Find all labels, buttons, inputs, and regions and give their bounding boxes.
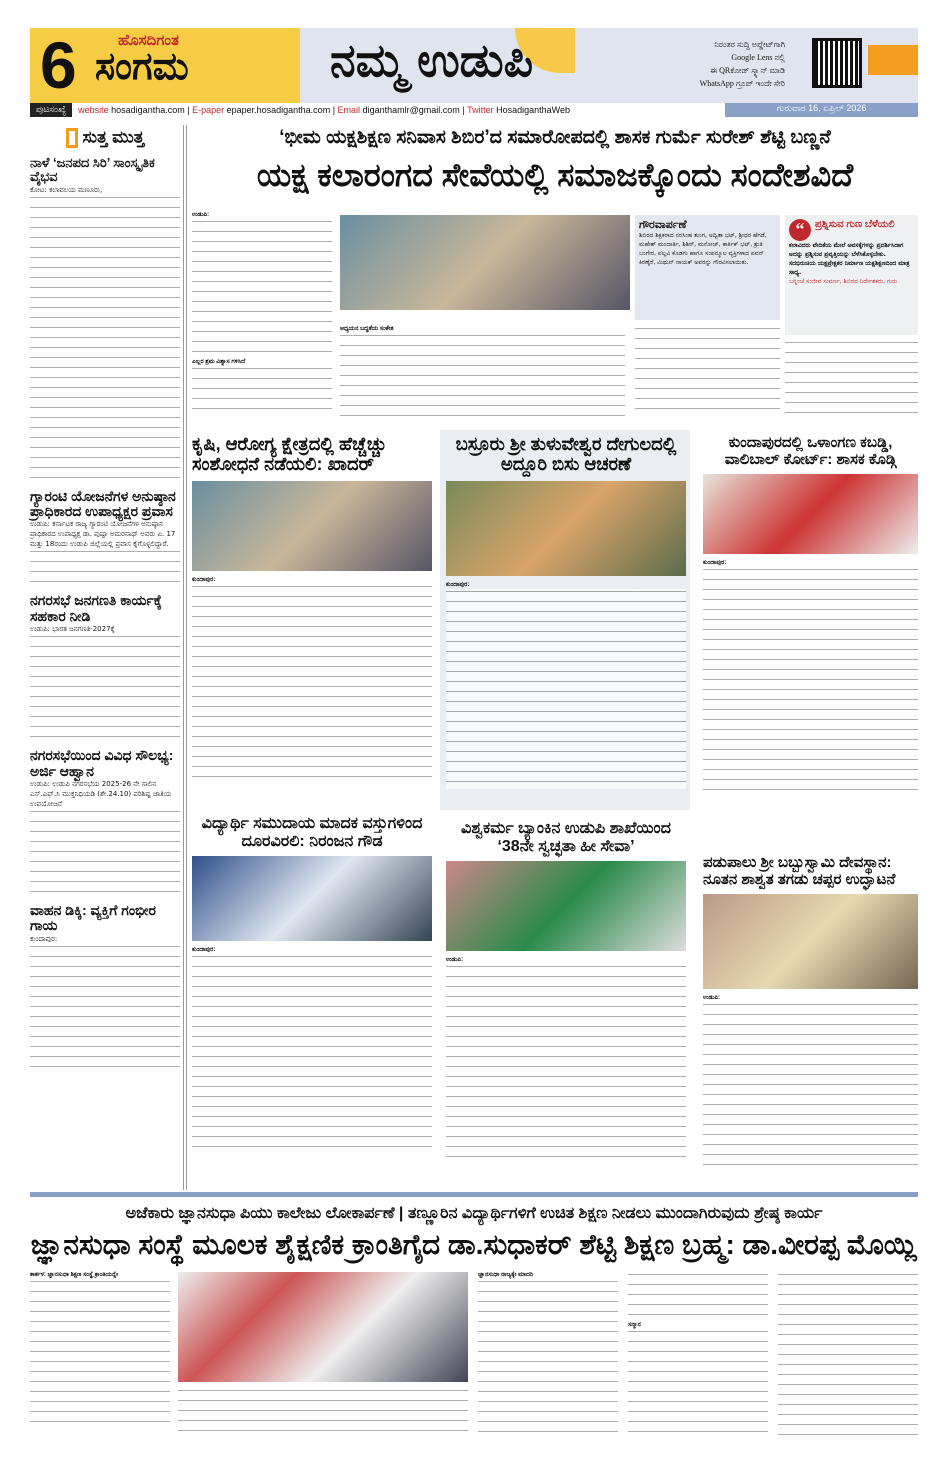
story-headline: ಕೃಷಿ, ಆರೋಗ್ಯ ಕ್ಷೇತ್ರದಲ್ಲಿ ಹೆಚ್ಚೆಚ್ಚು ಸಂಶೋಧನೆ ನಡೆಯಲಿ: ಖಾದರ್ <box>192 434 387 474</box>
promo-line: WhatsApp ಗ್ರೂಪ್ ಇಂದೇ ಸೇರಿ <box>699 79 785 88</box>
section-rule <box>30 1192 918 1197</box>
story-dateline: ಕುಂದಾಪುರ: <box>30 934 58 943</box>
website-link[interactable]: website hosadigantha.com <box>78 105 185 115</box>
story <box>703 855 918 1172</box>
story-dateline: ಕುಂದಾಪುರ: <box>703 560 727 566</box>
info-bar: ಪುಟಸಂಖ್ಯೆ website hosadigantha.com | E-paper epaper.hosadigantha.com | Email diganthamlr@gmail.com | Twitter HosadiganthaWeb ಗುರುವಾರ 16, ಏಪ್ರಿಲ್ 2026 <box>30 103 918 117</box>
top-story-col2 <box>340 326 625 423</box>
story-dateline: ಉಡುಪಿ: <box>192 212 210 218</box>
top-story-col1 <box>192 212 332 416</box>
top-story-photo <box>340 215 630 310</box>
story-dateline: ಕಾರ್ಕಳ: ಜ್ಞಾನಸುಧಾ ಶಿಕ್ಷಣ ಸಂಸ್ಥೆ ಕ್ರಾಂತಿಯನ್ನೇ <box>30 1272 119 1278</box>
brand-logo: ಹೊಸದಿಗಂತ <box>118 32 179 49</box>
story-subhead: ಆಧ್ಯಯನ ಬದ್ಧತೆಯ ಸಂಕೇತ <box>340 326 394 332</box>
story-headline: ನಗರಸಭೆಯಿಂದ ವಿವಿಧ ಸೌಲಭ್ಯ: ಅರ್ಜಿ ಆಹ್ವಾನ <box>30 747 174 779</box>
bottom-col1 <box>30 1272 170 1429</box>
story-headline: ಪಡುಪಾಲು ಶ್ರೀ ಬಬ್ಬುಸ್ವಾಮಿ ದೇವಸ್ಥಾನ: ನೂತನ ಶಾಶ್ವತ ತಗಡು ಚಪ್ಪರ ಉದ್ಘಾಟನೆ <box>703 854 896 888</box>
promo-line: ಈ QRಕೋಡ್ ಸ್ಕ್ಯಾನ್ ಮಾಡಿ <box>710 66 785 75</box>
story <box>192 815 432 1154</box>
story-headline: ವಾಹನ ಡಿಕ್ಕಿ: ವ್ಯಕ್ತಿಗೆ ಗಂಭೀರ ಗಾಯ <box>30 901 156 934</box>
story-body: ಉಡುಪಿ: ಉಡುಪಿ ನಗರಸಭೆಯ 2025-26 ನೇ ಸಾಲಿನ ಎಸ್.ಎಫ್.ಸಿ ಮುಕ್ತನಿಧಿಯಡಿ (ಶೇ.24.10) ಪರಿಶಿಷ್ಟ ಜಾತಿಯ ಉಪಯೋಜನೆ <box>30 779 172 808</box>
top-story-kicker: ‘ಭೀಮ ಯಕ್ಷಶಿಕ್ಷಣ ಸನಿವಾಸ ಶಿಬಿರ’ದ ಸಮಾರೋಪದಲ್ಲಿ ಶಾಸಕ ಗುರ್ಮೆ ಸುರೇಶ್ ಶೆಟ್ಟಿ ಬಣ್ಣನೆ <box>279 127 831 148</box>
story-subhead: ಜ್ಞಾನಸುಧಾ ರಾಜ್ಯಕ್ಕೇ ಮಾದರಿ <box>478 1272 534 1278</box>
story-body: ಉಡುಪಿ: ಕರ್ನಾಟಕ ರಾಜ್ಯ ಗ್ಯಾರಂಟಿ ಯೋಜನೆಗಳ ಅನುಷ್ಠಾನ ಪ್ರಾಧಿಕಾರದ ಉಪಾಧ್ಯಕ್ಷ ಡಾ. ಪುಷ್ಪಾ ಅಮರನಾಥ್ ಅವರು ಏ. 17 ಮತ್ತು 18ರಂದು ಉಡುಪಿ ಜಿಲ್ಲೆಯಲ್ಲಿ ಪ್ರವಾಸ ಕೈಗೊಳ್ಳಲಿದ್ದಾರೆ. <box>30 520 176 549</box>
page-number: 6 <box>40 28 77 102</box>
story-headline: ವಿದ್ಯಾರ್ಥಿ ಸಮುದಾಯ ಮಾದಕ ವಸ್ತುಗಳಿಂದ ದೂರವಿರಲಿ: ನಿರಂಜನ ಗೌಡ <box>201 815 423 850</box>
story-dateline: ಉಡುಪಿ: <box>703 995 721 1001</box>
honor-title: ಗೌರವಾರ್ಪಣೆ <box>639 219 687 231</box>
story-headline: ವಿಶ್ವಕರ್ಮ ಬ್ಯಾಂಕಿನ ಉಡುಪಿ ಶಾಖೆಯಿಂದ ‘38ನೇ ಸ್ವಚ್ಛತಾ ಹೀ ಸೇವಾ’ <box>461 820 671 855</box>
story-dateline: ಕುಂದಾಪುರ: <box>192 576 216 583</box>
section-name: ಸಂಗಮ <box>95 46 189 88</box>
story-dateline: ಕುಂದಾಪುರ: <box>446 581 470 588</box>
story <box>446 435 686 789</box>
quote-title: ಪ್ರಶ್ನಿಸುವ ಗುಣ ಬೆಳೆಯಲಿ <box>815 219 895 230</box>
bottom-story-photo <box>178 1272 468 1382</box>
quote-author: ಬನ್ನಂಜೆ ಸಂಜೀವ ಸುವರ್ಣ, ಶಿಬಿರದ ನಿರ್ದೇಶಕರು, ಗುರು <box>789 278 898 285</box>
honor-box <box>635 215 780 320</box>
window-icon <box>66 128 78 148</box>
whatsapp-promo <box>640 38 785 90</box>
bottom-col4 <box>628 1272 768 1439</box>
page-label: ಪುಟಸಂಖ್ಯೆ <box>30 103 72 117</box>
honor-text: ಶಿಬಿರದ ಶಿಕ್ಷಕರಾದ ನರಸಿಂಹ ತುಂಗ, ಅದ್ವಿತಾ ಭಟ್, ಶ್ರೀಧರ ಹೆಗಡೆ, ಮಹೇಶ್ ಮಂದಾರ್ತಿ, ಶಿಶಿರ್, ಮನೋಜ್, ಕಾರ್ತಿಕ್ ಭಟ್, ಶ್ರುತಿ ಬಂಗೇರ, ಪಲ್ಲವಿ ಕೊಡಗು ಹಾಗೂ ಸಂಪನ್ಮೂಲ ವ್ಯಕ್ತಿಗಳಾದ ಪವನ್ ಕಿರಣ್ಕೆರೆ, ಮಿಥುನ್ ನಾಯಕ್ ಅವರನ್ನು ಗೌರವಿಸಲಾಯಿತು. <box>639 232 767 267</box>
email-link[interactable]: Email diganthamlr@gmail.com <box>337 105 460 115</box>
story-headline: ನಗರಸಭೆ ಜನಗಣತಿ ಕಾರ್ಯಕ್ಕೆ ಸಹಕಾರ ನೀಡಿ <box>30 592 162 624</box>
story-subhead: ಸನ್ಮಾನ <box>628 1322 641 1328</box>
quote-icon: “ <box>789 219 811 241</box>
story-dateline: ಉಡುಪಿ: <box>446 957 464 964</box>
story-subhead: ಎಲ್ಲರ ಶ್ರಮ ವಿಶ್ವಾಸ ಗಳಿಸಿದೆ <box>192 359 246 365</box>
qr-code[interactable] <box>812 38 862 88</box>
story-headline: ಬಸ್ರೂರು ಶ್ರೀ ತುಳುವೇಶ್ವರ ದೇಗುಲದಲ್ಲಿ ಅದ್ದೂರಿ ಬಿಸು ಆಚರಣೆ <box>455 434 677 474</box>
twitter-link[interactable]: Twitter HosadiganthaWeb <box>467 105 571 115</box>
bottom-story-kicker: ಅಜೆಕಾರು ಜ್ಞಾನಸುಧಾ ಪಿಯು ಕಾಲೇಜು ಲೋಕಾರ್ಪಣೆ | ತಣ್ಣೂರಿನ ವಿದ್ಯಾರ್ಥಿಗಳಿಗೆ ಉಚಿತ ಶಿಕ್ಷಣ ನೀಡಲು ಮುಂದಾಗಿರುವುದು ಶ್ರೇಷ್ಠ ಕಾರ್ಯ <box>125 1205 823 1222</box>
story-dateline: ಕೋಟ: ಕಲಾವಲಯ ಮಣೂರು, <box>30 185 103 194</box>
story-headline: ನಾಳೆ ‘ಜನಪದ ಸಿರಿ’ ಸಾಂಸ್ಕೃತಿಕ ವೈಭವ <box>30 155 155 185</box>
column-title: ಸುತ್ತ ಮುತ್ತ <box>30 128 180 148</box>
bottom-story-headline: ಜ್ಞಾನಸುಧಾ ಸಂಸ್ಥೆ ಮೂಲಕ ಶೈಕ್ಷಣಿಕ ಕ್ರಾಂತಿಗೈದ ಡಾ.ಸುಧಾಕರ್ ಶೆಟ್ಟಿ ಶಿಕ್ಷಣ ಬ್ರಹ್ಮ: ಡಾ.ವೀರಪ್ಪ ಮೊಯ್ಲಿ <box>30 1229 918 1260</box>
story-dateline: ಉಡುಪಿ: ಭಾರತ ಜನಗಣತಿ-2027ಕ್ಕೆ <box>30 625 115 634</box>
issue-date: ಗುರುವಾರ 16, ಏಪ್ರಿಲ್ 2026 <box>725 103 918 117</box>
story <box>703 435 918 797</box>
top-story-headline: ಯಕ್ಷ ಕಲಾರಂಗದ ಸೇವೆಯಲ್ಲಿ ಸಮಾಜಕ್ಕೊಂದು ಸಂದೇಶವಿದೆ <box>256 157 854 193</box>
story-headline: ಕುಂದಾಪುರದಲ್ಲಿ ಒಳಾಂಗಣ ಕಬಡ್ಡಿ, ವಾಲಿಬಾಲ್ ಕೋರ್ಟ್: ಶಾಸಕ ಕೊಡ್ಗಿ <box>724 434 897 468</box>
column-divider <box>183 125 187 1190</box>
story <box>446 820 686 1164</box>
orange-block <box>868 45 918 75</box>
promo-line: Google Lens ನಲ್ಲಿ <box>731 53 785 62</box>
story <box>192 435 432 784</box>
quote-text: ಕಲಾವಿದರು ವೇದಿಕೆಯ ಮೇಲೆ ಅವಸಕ್ಕೆಗಳನ್ನು ಪ್ರದರ್ಶಿಸಿದಾಗ ಅದನ್ನು ಪ್ರಶ್ನಿಸುವ ಪ್ರವೃತ್ತಿಯನ್ನು ಬೆಳೆಸಿಕೊಳ್ಳಬೇಕು. ಸದಭಿರುಚಿಯ ಯಕ್ಷಪ್ರೇಕ್ಷಕರ ನಿರ್ಮಾಣ ಯಕ್ಷಶಿಕ್ಷಣದಿಂದ ಮಾತ್ರ ಸಾಧ್ಯ. <box>789 242 910 276</box>
promo-line: ನಿರಂತರ ಸುದ್ದಿ ಅಪ್ಡೇಟ್‌ಗಾಗಿ <box>714 40 785 49</box>
page-title: ನಮ್ಮ ಉಡುಪಿ <box>330 35 534 86</box>
story-dateline: ಕುಂದಾಪುರ: <box>192 947 216 954</box>
bottom-col3 <box>478 1272 618 1439</box>
quote-box <box>785 215 918 335</box>
story-headline: ಗ್ಯಾರಂಟಿ ಯೋಜನೆಗಳ ಅನುಷ್ಠಾನ ಪ್ರಾಧಿಕಾರದ ಉಪಾಧ್ಯಕ್ಷರ ಪ್ರವಾಸ <box>30 487 176 519</box>
left-column <box>30 128 180 1074</box>
epaper-link[interactable]: E-paper epaper.hosadigantha.com <box>192 105 331 115</box>
